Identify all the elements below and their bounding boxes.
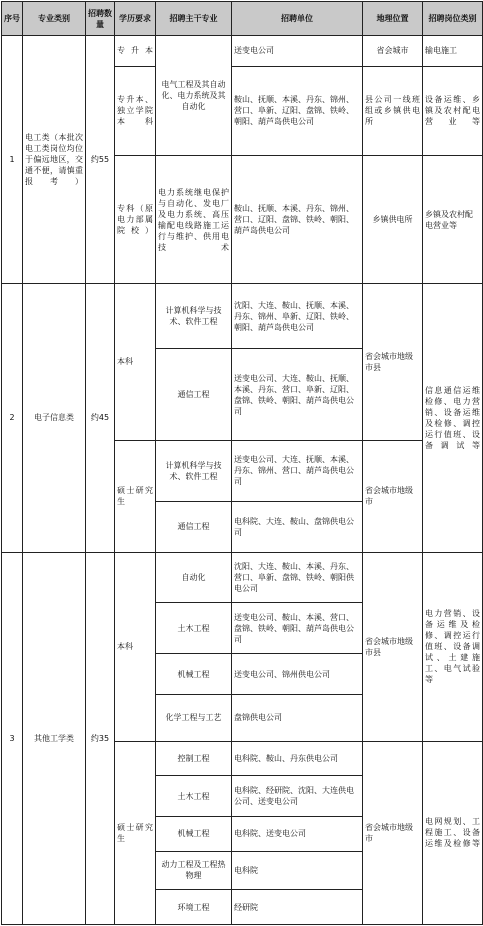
group3-major-4: 化学工程与工艺 (156, 695, 232, 742)
header-unit: 招聘单位 (232, 2, 363, 36)
group1-edu-1: 专升本 (115, 36, 156, 67)
group2-count: 约45 (86, 284, 115, 552)
group3-unit-7: 电科院、送变电公司 (232, 817, 363, 852)
group1-edu-2: 专升本、独立学院本科 (115, 66, 156, 156)
group2-post: 信息通信运维检修、电力营销、设备运维及检修、调控运行值班、设备调试等 (423, 284, 483, 552)
group2-edu-ss: 硕士研究生 (115, 440, 156, 552)
group2-unit-3: 送变电公司、大连、抚顺、本溪、丹东、锦州、营口、葫芦岛供电公司 (232, 440, 363, 501)
group3-post-bk: 电力营销、设备运维及检修、调控运行值班、设备调试、土建施工、电气试验等 (423, 552, 483, 741)
group3-unit-5: 电科院、鞍山、丹东供电公司 (232, 741, 363, 776)
group3-location-bk: 省会城市地级市县 (363, 552, 423, 741)
group1-edu-3: 专科（原电力部属院校） (115, 156, 156, 284)
group1-location-2: 县公司一线班组或乡镇供电所 (363, 66, 423, 156)
group1-post-2: 设备运维、乡镇及农村配电营业等 (423, 66, 483, 156)
group3-unit-3: 送变电公司、锦州供电公司 (232, 654, 363, 695)
group3-major-8: 动力工程及工程热物理 (156, 851, 232, 890)
group3-unit-9: 经研院 (232, 890, 363, 925)
group1-location-3: 乡镇供电所 (363, 156, 423, 284)
group1-category: 电工类（本批次电工类岗位均位于偏远地区，交通不便，请慎重报考） (23, 36, 86, 284)
group2-category: 电子信息类 (23, 284, 86, 552)
group3-no: 3 (2, 552, 23, 924)
group1-unit-3: 鞍山、抚顺、本溪、丹东、锦州、营口、辽阳、盘锦、铁岭、朝阳、葫芦岛供电公司 (232, 156, 363, 284)
group1-unit-1: 送变电公司 (232, 36, 363, 67)
group3-location-ss: 省会城市地级市 (363, 741, 423, 924)
group3-unit-2: 送变电公司、鞍山、本溪、营口、盘锦、铁岭、朝阳、葫芦岛供电公司 (232, 603, 363, 654)
group3-major-9: 环境工程 (156, 890, 232, 925)
group1-major-3: 电力系统继电保护与自动化、发电厂及电力系统、高压输配电线路施工运行与维护、供用电技术 (156, 156, 232, 284)
group2-location-ss: 省会城市地级市 (363, 440, 423, 552)
group2-major-4: 通信工程 (156, 501, 232, 552)
group3-unit-4: 盘锦供电公司 (232, 695, 363, 742)
header-location: 地理位置 (363, 2, 423, 36)
header-education: 学历要求 (115, 2, 156, 36)
group2-major-1: 计算机科学与技术、软件工程 (156, 284, 232, 349)
group1-unit-2: 鞍山、抚顺、本溪、丹东、锦州、营口、阜新、辽阳、盘锦、铁岭、朝阳、葫芦岛供电公司 (232, 66, 363, 156)
group2-unit-2: 送变电公司、大连、鞍山、抚顺、本溪、丹东、营口、阜新、辽阳、盘锦、铁岭、朝阳、葫芦岛供电公司 (232, 349, 363, 441)
group3-unit-6: 电科院、经研院、沈阳、大连供电公司、送变电公司 (232, 776, 363, 817)
group3-major-1: 自动化 (156, 552, 232, 603)
group2-unit-4: 电科院、大连、鞍山、盘锦供电公司 (232, 501, 363, 552)
group1-location-1: 省会城市 (363, 36, 423, 67)
group1-no: 1 (2, 36, 23, 284)
group3-unit-8: 电科院 (232, 851, 363, 890)
header-post: 招聘岗位类别 (423, 2, 483, 36)
group3-major-2: 土木工程 (156, 603, 232, 654)
group3-post-ss: 电网规划、工程施工、设备运维及检修等 (423, 741, 483, 924)
header-major: 招聘主干专业 (156, 2, 232, 36)
group3-edu-bk: 本科 (115, 552, 156, 741)
header-no: 序号 (2, 2, 23, 36)
group3-count: 约35 (86, 552, 115, 924)
header-row (2, 2, 483, 36)
group3-major-7: 机械工程 (156, 817, 232, 852)
group1-post-3: 乡镇及农村配电营业等 (423, 156, 483, 284)
group3-major-3: 机械工程 (156, 654, 232, 695)
group1-post-1: 输电施工 (423, 36, 483, 67)
group2-major-2: 通信工程 (156, 349, 232, 441)
group3-unit-1: 沈阳、大连、鞍山、本溪、丹东、营口、阜新、盘锦、铁岭、朝阳供电公司 (232, 552, 363, 603)
group3-major-6: 土木工程 (156, 776, 232, 817)
group2-no: 2 (2, 284, 23, 552)
group2-edu-bk: 本科 (115, 284, 156, 441)
group3-major-5: 控制工程 (156, 741, 232, 776)
header-category: 专业类别 (23, 2, 86, 36)
group1-major-1: 电气工程及其自动化、电力系统及其自动化 (156, 36, 232, 156)
group2-location-bk: 省会城市地级市县 (363, 284, 423, 441)
header-count: 招聘数量 (86, 2, 115, 36)
group1-count: 约55 (86, 36, 115, 284)
group3-category: 其他工学类 (23, 552, 86, 924)
table-row (2, 284, 483, 349)
table-row (2, 552, 483, 603)
table-row (2, 36, 483, 67)
recruitment-table (1, 1, 483, 925)
group3-edu-ss: 硕士研究生 (115, 741, 156, 924)
group2-unit-1: 沈阳、大连、鞍山、抚顺、本溪、丹东、锦州、阜新、辽阳、铁岭、朝阳、葫芦岛供电公司 (232, 284, 363, 349)
group2-major-3: 计算机科学与技术、软件工程 (156, 440, 232, 501)
